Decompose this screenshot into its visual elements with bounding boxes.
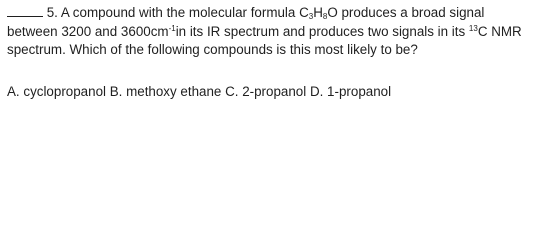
question-text-part-2: O produces a broad signal between 3200 and 3600cm	[7, 5, 485, 39]
answer-blank[interactable]	[7, 5, 43, 17]
question-text-part-1: A compound with the molecular formula C	[60, 5, 309, 20]
question-text-part-3: in its IR spectrum and produces two signals in its	[175, 23, 469, 39]
hydrogen-subscript: 8	[322, 12, 328, 21]
answer-choices: A. cyclopropanol B. methoxy ethane C. 2-propanol D. 1-propanol	[7, 84, 392, 99]
question-text-part-4: C NMR spectrum. Which of the following compounds is this most likely to be?	[7, 23, 522, 57]
hydrogen-symbol: H	[313, 5, 323, 20]
carbon-subscript: 3	[308, 12, 314, 21]
wavenumber-exponent: -1	[168, 23, 176, 33]
question-text	[7, 4, 533, 60]
question-number: 5.	[46, 5, 58, 20]
isotope-superscript: 13	[468, 23, 478, 33]
